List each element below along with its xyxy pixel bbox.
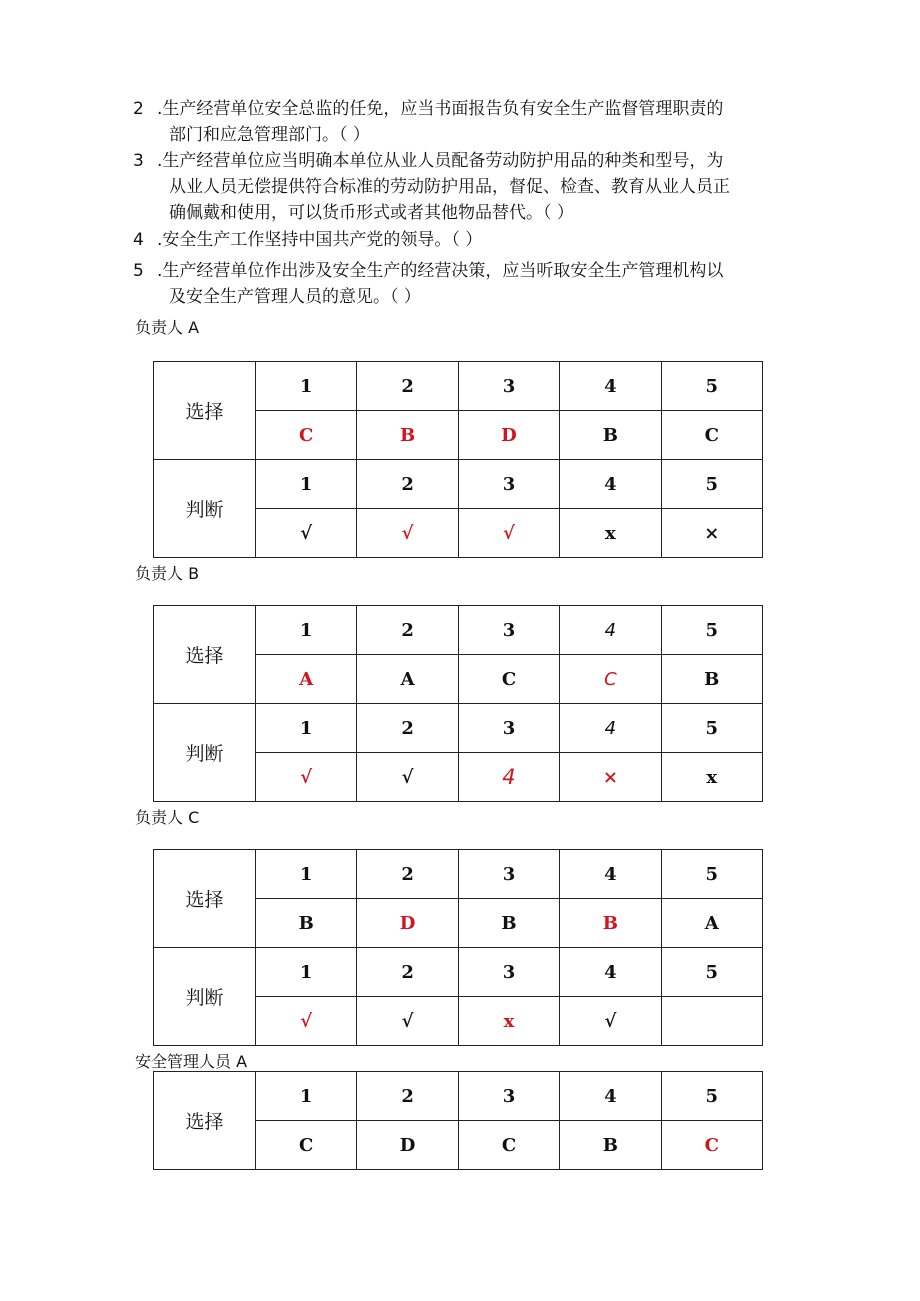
choice-num: 4 (560, 362, 661, 411)
choice-num: 3 (458, 850, 559, 899)
choice-label: 选择 (154, 850, 256, 948)
question-3 (133, 148, 793, 226)
choice-num: 5 (661, 850, 762, 899)
judge-answer: √ (256, 509, 357, 558)
choice-num: 1 (256, 362, 357, 411)
choice-num: 2 (357, 850, 458, 899)
judge-answer: × (560, 753, 661, 802)
choice-num: 2 (357, 606, 458, 655)
choice-answer: B (560, 411, 661, 460)
choice-answer: B (357, 411, 458, 460)
judge-answer: √ (458, 509, 559, 558)
question-text: .安全生产工作坚持中国共产党的领导。（ ） (157, 230, 483, 250)
section-title: 负责人 A (135, 318, 200, 337)
choice-answer: D (458, 411, 559, 460)
judge-num: 1 (256, 948, 357, 997)
judge-num: 1 (256, 460, 357, 509)
judge-num: 4 (560, 948, 661, 997)
choice-answer: B (560, 1121, 661, 1170)
question-text: .生产经营单位作出涉及安全生产的经营决策，应当听取安全生产管理机构以 (157, 261, 724, 281)
choice-answer: C (256, 1121, 357, 1170)
section-title: 安全管理人员 A (135, 1052, 248, 1071)
answer-table (153, 849, 763, 1046)
choice-answer: B (256, 899, 357, 948)
choice-answer: C (256, 411, 357, 460)
judge-num: 3 (458, 948, 559, 997)
choice-answer: B (661, 655, 762, 704)
choice-num: 3 (458, 606, 559, 655)
judge-answer: x (661, 753, 762, 802)
choice-num: 4 (560, 606, 661, 655)
judge-num: 2 (357, 948, 458, 997)
judge-answer: 4 (458, 753, 559, 802)
choice-answer: A (256, 655, 357, 704)
choice-answer: C (560, 655, 661, 704)
judge-num: 5 (661, 704, 762, 753)
judge-num: 5 (661, 948, 762, 997)
choice-num: 5 (661, 362, 762, 411)
judge-answer: x (458, 997, 559, 1046)
question-text: 及安全生产管理人员的意见。（ ） (169, 287, 421, 307)
judge-answer (661, 997, 762, 1046)
judge-label: 判断 (154, 704, 256, 802)
question-text: 部门和应急管理部门。（ ） (169, 125, 370, 145)
answer-table (153, 605, 763, 802)
choice-answer: A (661, 899, 762, 948)
question-text: .生产经营单位应当明确本单位从业人员配备劳动防护用品的种类和型号，为 (157, 151, 724, 171)
judge-num: 4 (560, 460, 661, 509)
judge-num: 5 (661, 460, 762, 509)
judge-label: 判断 (154, 948, 256, 1046)
choice-num: 1 (256, 1072, 357, 1121)
question-text: 从业人员无偿提供符合标准的劳动防护用品，督促、检查、教育从业人员正 (169, 177, 730, 197)
question-text: .生产经营单位安全总监的任免，应当书面报告负有安全生产监督管理职责的 (157, 99, 724, 119)
choice-num: 4 (560, 850, 661, 899)
choice-num: 3 (458, 362, 559, 411)
question-number: 2 (133, 99, 144, 119)
question-text: 确佩戴和使用，可以货币形式或者其他物品替代。（ ） (169, 203, 574, 223)
choice-answer: C (661, 411, 762, 460)
judge-num: 2 (357, 460, 458, 509)
question-4 (133, 227, 793, 253)
choice-num: 1 (256, 850, 357, 899)
answer-table (153, 1071, 763, 1170)
choice-answer: A (357, 655, 458, 704)
answer-table (153, 361, 763, 558)
judge-num: 2 (357, 704, 458, 753)
choice-answer: D (357, 1121, 458, 1170)
choice-num: 5 (661, 1072, 762, 1121)
question-5 (133, 258, 793, 310)
choice-num: 3 (458, 1072, 559, 1121)
choice-label: 选择 (154, 1072, 256, 1170)
judge-num: 4 (560, 704, 661, 753)
judge-label: 判断 (154, 460, 256, 558)
choice-answer: D (357, 899, 458, 948)
question-2 (133, 96, 793, 148)
judge-num: 3 (458, 460, 559, 509)
choice-label: 选择 (154, 606, 256, 704)
choice-num: 2 (357, 362, 458, 411)
judge-answer: x (560, 509, 661, 558)
choice-answer: C (458, 655, 559, 704)
choice-label: 选择 (154, 362, 256, 460)
section-title: 负责人 C (135, 808, 200, 827)
judge-answer: √ (357, 509, 458, 558)
choice-answer: C (458, 1121, 559, 1170)
judge-answer: √ (357, 753, 458, 802)
choice-num: 5 (661, 606, 762, 655)
choice-num: 1 (256, 606, 357, 655)
section-title: 负责人 B (135, 564, 200, 583)
judge-num: 3 (458, 704, 559, 753)
judge-answer: √ (560, 997, 661, 1046)
choice-answer: B (458, 899, 559, 948)
judge-answer: √ (357, 997, 458, 1046)
choice-answer: B (560, 899, 661, 948)
question-number: 3 (133, 151, 144, 171)
choice-answer: C (661, 1121, 762, 1170)
judge-answer: √ (256, 997, 357, 1046)
choice-num: 4 (560, 1072, 661, 1121)
choice-num: 2 (357, 1072, 458, 1121)
judge-num: 1 (256, 704, 357, 753)
question-number: 5 (133, 261, 144, 281)
question-number: 4 (133, 230, 144, 250)
judge-answer: × (661, 509, 762, 558)
judge-answer: √ (256, 753, 357, 802)
